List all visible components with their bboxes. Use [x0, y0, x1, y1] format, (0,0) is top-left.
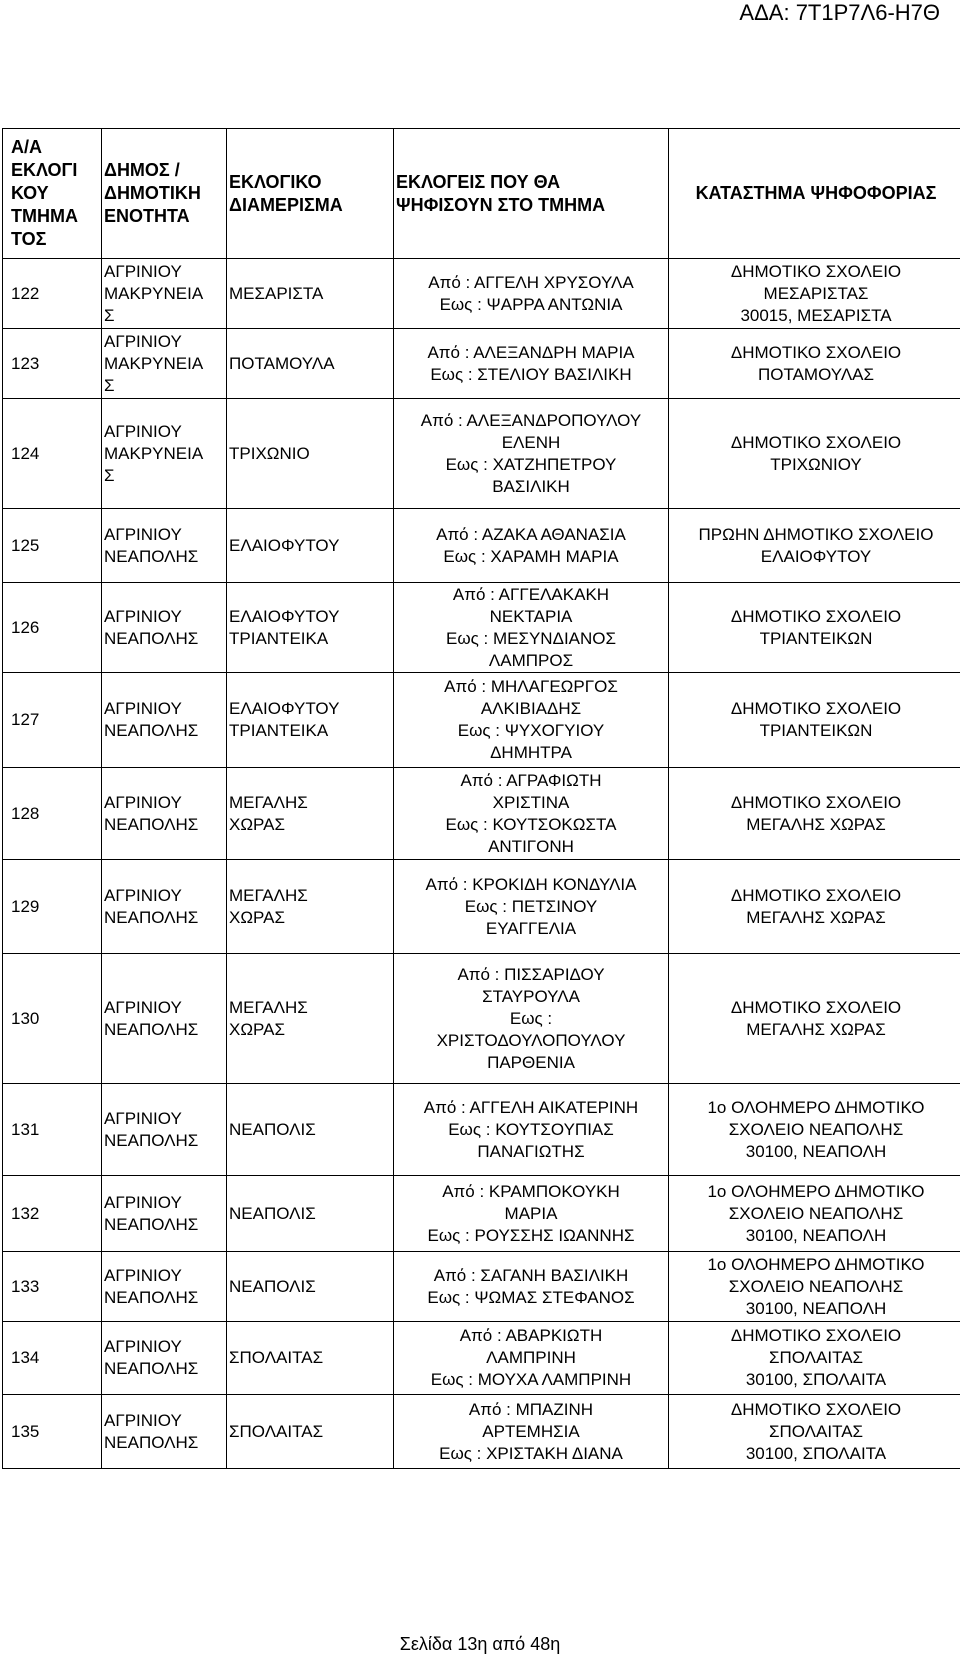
municipality-line: ΝΕΑΠΟΛΗΣ	[104, 1287, 199, 1307]
table-row	[3, 1176, 960, 1252]
district-line: ΧΩΡΑΣ	[229, 1019, 285, 1039]
station-line: 30100, ΝΕΑΠΟΛΗ	[745, 1141, 887, 1161]
table-header-row	[3, 129, 960, 259]
voters-line: ΠΑΝΑΓΙΩΤΗΣ	[477, 1141, 585, 1161]
municipality-cell	[102, 583, 227, 673]
voters-line: Εως : ΜΟΥΧΑ ΛΑΜΠΡΙΝΗ	[430, 1370, 632, 1389]
municipality-line: ΜΑΚΡΥΝΕΙΑ	[104, 443, 204, 463]
station-line: 30100, ΝΕΑΠΟΛΗ	[745, 1225, 887, 1245]
station-line: ΜΕΓΑΛΗΣ ΧΩΡΑΣ	[746, 1019, 886, 1039]
polling-station-cell	[669, 259, 960, 329]
table-row	[3, 673, 960, 768]
section-number: 122	[3, 259, 102, 329]
section-number: 126	[3, 583, 102, 673]
station-line: ΔΗΜΟΤΙΚΟ ΣΧΟΛΕΙΟ	[730, 885, 902, 905]
municipality-cell	[102, 1084, 227, 1176]
station-line: ΠΟΤΑΜΟΥΛΑΣ	[757, 364, 875, 384]
section-number: 134	[3, 1322, 102, 1395]
header-line: ΨΗΦΙΣΟΥΝ ΣΤΟ ΤΜΗΜΑ	[396, 194, 606, 215]
voters-line: Από : ΑΒΑΡΚΙΩΤΗ	[459, 1326, 603, 1345]
district-line: ΧΩΡΑΣ	[229, 814, 285, 834]
municipality-line: ΝΕΑΠΟΛΗΣ	[104, 546, 199, 566]
section-number: 124	[3, 399, 102, 509]
station-line: ΣΧΟΛΕΙΟ ΝΕΑΠΟΛΗΣ	[728, 1276, 904, 1296]
table-row	[3, 583, 960, 673]
station-line: ΔΗΜΟΤΙΚΟ ΣΧΟΛΕΙΟ	[730, 606, 902, 626]
voters-line: Εως : ΜΕΣΥΝΔΙΑΝΟΣ	[445, 628, 617, 648]
header-line: ΔΗΜΟΤΙΚΗ	[104, 183, 201, 203]
table-row	[3, 399, 960, 509]
voters-line: ΝΕΚΤΑΡΙΑ	[489, 606, 573, 626]
district-line: ΤΡΙΑΝΤΕΙΚΑ	[229, 628, 329, 648]
station-line: ΣΠΟΛΑΙΤΑΣ	[768, 1348, 864, 1367]
voters-line: ΑΡΤΕΜΗΣΙΑ	[482, 1421, 580, 1441]
station-line: 1ο ΟΛΟΗΜΕΡΟ ΔΗΜΟΤΙΚΟ	[707, 1254, 925, 1274]
municipality-line: Σ	[104, 375, 115, 395]
voters-line: Εως :	[509, 1008, 553, 1028]
voters-line: ΑΝΤΙΓΟΝΗ	[488, 836, 574, 856]
voters-line: ΔΗΜΗΤΡΑ	[490, 743, 572, 762]
municipality-cell	[102, 509, 227, 583]
polling-station-cell	[669, 1252, 960, 1322]
station-line: ΤΡΙΑΝΤΕΙΚΩΝ	[759, 628, 873, 648]
municipality-cell	[102, 1322, 227, 1395]
table-row	[3, 860, 960, 954]
district-line: ΕΛΑΙΟΦΥΤΟΥ	[229, 535, 340, 555]
station-line: ΤΡΙΧΩΝΙΟΥ	[770, 454, 862, 474]
municipality-cell	[102, 329, 227, 399]
district-cell	[227, 259, 394, 329]
section-number: 123	[3, 329, 102, 399]
table-body	[3, 259, 960, 1469]
section-number: 127	[3, 673, 102, 768]
section-number: 132	[3, 1176, 102, 1252]
header-municipality	[102, 129, 227, 259]
table-row	[3, 1395, 960, 1469]
voters-cell	[394, 509, 669, 583]
municipality-line: ΑΓΡΙΝΙΟΥ	[104, 524, 182, 544]
voters-line: Εως : ΚΟΥΤΣΟΥΠΙΑΣ	[448, 1119, 614, 1139]
municipality-line: ΝΕΑΠΟΛΗΣ	[104, 1359, 199, 1378]
header-line: ΚΑΤΑΣΤΗΜΑ ΨΗΦΟΦΟΡΙΑΣ	[695, 183, 937, 203]
district-line: ΕΛΑΙΟΦΥΤΟΥ	[229, 606, 340, 626]
table-row	[3, 768, 960, 860]
voters-line: Από : ΜΠΑΖΙΝΗ	[468, 1399, 594, 1419]
district-line: ΜΕΓΑΛΗΣ	[229, 997, 308, 1017]
station-line: ΔΗΜΟΤΙΚΟ ΣΧΟΛΕΙΟ	[730, 432, 902, 452]
district-line: ΝΕΑΠΟΛΙΣ	[229, 1276, 316, 1296]
station-line: ΔΗΜΟΤΙΚΟ ΣΧΟΛΕΙΟ	[730, 699, 902, 718]
station-line: ΣΧΟΛΕΙΟ ΝΕΑΠΟΛΗΣ	[728, 1203, 904, 1223]
voters-line: Από : ΣΑΓΑΝΗ ΒΑΣΙΛΙΚΗ	[433, 1265, 629, 1285]
municipality-cell	[102, 768, 227, 860]
voters-line: Εως : ΧΑΡΑΜΗ ΜΑΡΙΑ	[443, 546, 619, 566]
section-number: 128	[3, 768, 102, 860]
station-line: ΜΕΓΑΛΗΣ ΧΩΡΑΣ	[746, 814, 886, 834]
table-row	[3, 259, 960, 329]
municipality-cell	[102, 1176, 227, 1252]
table-row	[3, 329, 960, 399]
voters-cell	[394, 259, 669, 329]
district-line: ΠΟΤΑΜΟΥΛΑ	[229, 353, 335, 373]
voters-line: Από : ΜΗΛΑΓΕΩΡΓΟΣ	[444, 677, 618, 696]
voters-line: Από : ΑΛΕΞΑΝΔΡΟΠΟΥΛΟΥ	[420, 410, 642, 430]
municipality-line: ΝΕΑΠΟΛΗΣ	[104, 721, 199, 740]
station-line: ΔΗΜΟΤΙΚΟ ΣΧΟΛΕΙΟ	[730, 342, 902, 362]
voters-cell	[394, 399, 669, 509]
voters-cell	[394, 768, 669, 860]
municipality-line: ΝΕΑΠΟΛΗΣ	[104, 628, 199, 648]
polling-station-cell	[669, 399, 960, 509]
polling-station-cell	[669, 673, 960, 768]
section-number: 125	[3, 509, 102, 583]
municipality-line: ΑΓΡΙΝΙΟΥ	[104, 331, 182, 351]
voters-line: Από : ΑΖΑΚΑ ΑΘΑΝΑΣΙΑ	[436, 524, 626, 544]
voters-line: ΣΤΑΥΡΟΥΛΑ	[482, 986, 580, 1006]
voters-line: ΕΥΑΓΓΕΛΙΑ	[485, 918, 577, 938]
polling-station-cell	[669, 1084, 960, 1176]
voters-cell	[394, 329, 669, 399]
district-cell	[227, 509, 394, 583]
district-line: ΜΕΓΑΛΗΣ	[229, 885, 308, 905]
municipality-cell	[102, 860, 227, 954]
district-cell	[227, 1322, 394, 1395]
municipality-cell	[102, 259, 227, 329]
station-line: ΔΗΜΟΤΙΚΟ ΣΧΟΛΕΙΟ	[730, 261, 902, 281]
station-line: ΔΗΜΟΤΙΚΟ ΣΧΟΛΕΙΟ	[730, 997, 902, 1017]
municipality-cell	[102, 954, 227, 1084]
header-line: ΕΚΛΟΓΙΚΟ	[229, 171, 322, 192]
voters-line: Εως : ΧΡΙΣΤΑΚΗ ΔΙΑΝΑ	[439, 1443, 623, 1463]
voters-line: ΕΛΕΝΗ	[501, 432, 561, 452]
district-cell	[227, 399, 394, 509]
table-row	[3, 954, 960, 1084]
polling-station-cell	[669, 1395, 960, 1469]
voters-line: Εως : ΠΕΤΣΙΝΟΥ	[464, 896, 598, 916]
municipality-line: ΝΕΑΠΟΛΗΣ	[104, 1019, 199, 1039]
voters-line: Εως : ΨΩΜΑΣ ΣΤΕΦΑΝΟΣ	[427, 1287, 635, 1307]
station-line: ΣΠΟΛΑΙΤΑΣ	[768, 1421, 864, 1441]
voters-line: Από : ΚΡΟΚΙΔΗ ΚΟΝΔΥΛΙΑ	[425, 874, 637, 894]
district-line: ΝΕΑΠΟΛΙΣ	[229, 1203, 316, 1223]
district-cell	[227, 954, 394, 1084]
table-row	[3, 509, 960, 583]
district-cell	[227, 1252, 394, 1322]
municipality-line: ΑΓΡΙΝΙΟΥ	[104, 1192, 182, 1212]
voters-cell	[394, 1322, 669, 1395]
municipality-line: ΑΓΡΙΝΙΟΥ	[104, 1410, 182, 1430]
municipality-line: ΑΓΡΙΝΙΟΥ	[104, 1108, 182, 1128]
station-line: ΔΗΜΟΤΙΚΟ ΣΧΟΛΕΙΟ	[730, 792, 902, 812]
district-cell	[227, 1084, 394, 1176]
header-line: ΔΗΜΟΣ /	[104, 160, 180, 180]
header-line: ΕΝΟΤΗΤΑ	[104, 206, 190, 226]
station-line: 30100, ΣΠΟΛΑΙΤΑ	[745, 1370, 887, 1389]
header-line: ΚΟΥ	[11, 183, 49, 203]
station-line: ΕΛΑΙΟΦΥΤΟΥ	[760, 546, 872, 566]
voters-line: Από : ΑΓΓΕΛΗ ΑΙΚΑΤΕΡΙΝΗ	[423, 1097, 639, 1117]
voters-cell	[394, 860, 669, 954]
station-line: ΠΡΩΗΝ ΔΗΜΟΤΙΚΟ ΣΧΟΛΕΙΟ	[698, 524, 934, 544]
section-number: 131	[3, 1084, 102, 1176]
header-electoral-district	[227, 129, 394, 259]
station-line: 1ο ΟΛΟΗΜΕΡΟ ΔΗΜΟΤΙΚΟ	[707, 1097, 925, 1117]
district-cell	[227, 768, 394, 860]
station-line: ΣΧΟΛΕΙΟ ΝΕΑΠΟΛΗΣ	[728, 1119, 904, 1139]
polling-station-cell	[669, 1322, 960, 1395]
voters-line: ΛΑΜΠΡΟΣ	[488, 650, 574, 670]
voters-cell	[394, 954, 669, 1084]
document-ada-code: ΑΔΑ: 7Τ1Ρ7Λ6-Η7Θ	[739, 0, 940, 25]
voters-line: Από : ΑΛΕΞΑΝΔΡΗ ΜΑΡΙΑ	[427, 342, 635, 362]
polling-station-cell	[669, 768, 960, 860]
voters-line: Εως : ΨΑΡΡΑ ΑΝΤΩΝΙΑ	[439, 294, 623, 314]
voters-cell	[394, 1084, 669, 1176]
municipality-line: Σ	[104, 465, 115, 485]
municipality-line: ΝΕΑΠΟΛΗΣ	[104, 1432, 199, 1452]
municipality-line: ΑΓΡΙΝΙΟΥ	[104, 606, 182, 626]
municipality-line: ΜΑΚΡΥΝΕΙΑ	[104, 353, 204, 373]
municipality-line: Σ	[104, 305, 115, 325]
district-cell	[227, 1395, 394, 1469]
section-number: 135	[3, 1395, 102, 1469]
voters-cell	[394, 1395, 669, 1469]
district-line: ΝΕΑΠΟΛΙΣ	[229, 1119, 316, 1139]
header-polling-station	[669, 129, 960, 259]
polling-station-cell	[669, 509, 960, 583]
voters-line: ΧΡΙΣΤΟΔΟΥΛΟΠΟΥΛΟΥ	[436, 1030, 626, 1050]
district-line: ΣΠΟΛΑΙΤΑΣ	[229, 1421, 324, 1441]
voters-line: Εως : ΣΤΕΛΙΟΥ ΒΑΣΙΛΙΚΗ	[430, 364, 632, 384]
voters-line: ΧΡΙΣΤΙΝΑ	[492, 792, 570, 812]
municipality-line: ΝΕΑΠΟΛΗΣ	[104, 814, 199, 834]
table-row	[3, 1322, 960, 1395]
polling-station-cell	[669, 954, 960, 1084]
municipality-line: ΑΓΡΙΝΙΟΥ	[104, 1265, 182, 1285]
municipality-line: ΑΓΡΙΝΙΟΥ	[104, 885, 182, 905]
header-line: ΤΟΣ	[11, 229, 47, 249]
station-line: ΤΡΙΑΝΤΕΙΚΩΝ	[759, 721, 873, 740]
section-number: 130	[3, 954, 102, 1084]
voters-line: Εως : ΧΑΤΖΗΠΕΤΡΟΥ	[445, 454, 617, 474]
polling-station-cell	[669, 329, 960, 399]
station-line: 30015, ΜΕΣΑΡΙΣΤΑ	[740, 305, 892, 325]
voters-line: Από : ΑΓΡΑΦΙΩΤΗ	[460, 770, 602, 790]
header-line: Α/Α	[11, 137, 42, 157]
voters-cell	[394, 583, 669, 673]
section-number: 133	[3, 1252, 102, 1322]
voters-line: ΜΑΡΙΑ	[504, 1203, 558, 1223]
station-line: ΜΕΣΑΡΙΣΤΑΣ	[763, 283, 869, 303]
municipality-cell	[102, 1395, 227, 1469]
municipality-cell	[102, 399, 227, 509]
polling-station-cell	[669, 860, 960, 954]
station-line: ΔΗΜΟΤΙΚΟ ΣΧΟΛΕΙΟ	[730, 1326, 902, 1345]
municipality-line: ΑΓΡΙΝΙΟΥ	[104, 997, 182, 1017]
municipality-line: ΝΕΑΠΟΛΗΣ	[104, 907, 199, 927]
municipality-cell	[102, 1252, 227, 1322]
municipality-line: ΑΓΡΙΝΙΟΥ	[104, 792, 182, 812]
municipality-line: ΝΕΑΠΟΛΗΣ	[104, 1130, 199, 1150]
district-line: ΜΕΓΑΛΗΣ	[229, 792, 308, 812]
voters-line: Εως : ΚΟΥΤΣΟΚΩΣΤΑ	[445, 814, 617, 834]
voters-line: ΒΑΣΙΛΙΚΗ	[492, 476, 570, 496]
voters-line: Εως : ΨΥΧΟΓΥΙΟΥ	[457, 721, 605, 740]
municipality-line: ΑΓΡΙΝΙΟΥ	[104, 261, 182, 281]
district-line: ΕΛΑΙΟΦΥΤΟΥ	[229, 699, 340, 718]
district-line: ΧΩΡΑΣ	[229, 907, 285, 927]
district-cell	[227, 583, 394, 673]
voters-cell	[394, 1252, 669, 1322]
header-section-number	[3, 129, 102, 259]
voters-line: Από : ΚΡΑΜΠΟΚΟΥΚΗ	[442, 1181, 620, 1201]
polling-stations-table	[2, 128, 960, 1469]
station-line: 1ο ΟΛΟΗΜΕΡΟ ΔΗΜΟΤΙΚΟ	[707, 1181, 925, 1201]
station-line: 30100, ΝΕΑΠΟΛΗ	[745, 1298, 887, 1318]
municipality-line: ΜΑΚΡΥΝΕΙΑ	[104, 283, 204, 303]
voters-line: ΛΑΜΠΡΙΝΗ	[486, 1348, 576, 1367]
voters-line: Εως : ΡΟΥΣΣΗΣ ΙΩΑΝΝΗΣ	[427, 1225, 635, 1245]
voters-cell	[394, 1176, 669, 1252]
header-line: ΔΙΑΜΕΡΙΣΜΑ	[229, 194, 343, 215]
table-row	[3, 1252, 960, 1322]
district-line: ΤΡΙΑΝΤΕΙΚΑ	[229, 721, 329, 740]
district-cell	[227, 329, 394, 399]
table-row	[3, 1084, 960, 1176]
station-line: ΜΕΓΑΛΗΣ ΧΩΡΑΣ	[746, 907, 886, 927]
municipality-line: ΑΓΡΙΝΙΟΥ	[104, 421, 182, 441]
voters-line: Από : ΑΓΓΕΛΗ ΧΡΥΣΟΥΛΑ	[428, 272, 634, 292]
voters-line: ΑΛΚΙΒΙΑΔΗΣ	[480, 699, 582, 718]
header-line: ΕΚΛΟΓΙ	[11, 160, 78, 180]
district-cell	[227, 860, 394, 954]
page-number-footer: Σελίδα 13η από 48η	[399, 1634, 561, 1654]
voters-line: ΠΑΡΘΕΝΙΑ	[487, 1052, 575, 1072]
header-voters	[394, 129, 669, 259]
municipality-cell	[102, 673, 227, 768]
district-cell	[227, 673, 394, 768]
municipality-line: ΑΓΡΙΝΙΟΥ	[104, 699, 182, 718]
voters-cell	[394, 673, 669, 768]
municipality-line: ΝΕΑΠΟΛΗΣ	[104, 1214, 199, 1234]
polling-station-cell	[669, 1176, 960, 1252]
district-line: ΤΡΙΧΩΝΙΟ	[229, 443, 310, 463]
header-line: ΤΜΗΜΑ	[11, 206, 78, 226]
station-line: ΔΗΜΟΤΙΚΟ ΣΧΟΛΕΙΟ	[730, 1399, 902, 1419]
voters-line: Από : ΠΙΣΣΑΡΙΔΟΥ	[457, 964, 605, 984]
municipality-line: ΑΓΡΙΝΙΟΥ	[104, 1337, 182, 1356]
voters-line: Από : ΑΓΓΕΛΑΚΑΚΗ	[452, 584, 610, 604]
district-line: ΜΕΣΑΡΙΣΤΑ	[229, 283, 324, 303]
station-line: 30100, ΣΠΟΛΑΙΤΑ	[745, 1443, 887, 1463]
district-line: ΣΠΟΛΑΙΤΑΣ	[229, 1348, 324, 1367]
district-cell	[227, 1176, 394, 1252]
polling-station-cell	[669, 583, 960, 673]
section-number: 129	[3, 860, 102, 954]
header-line: ΕΚΛΟΓΕΙΣ ΠΟΥ ΘΑ	[396, 171, 561, 192]
